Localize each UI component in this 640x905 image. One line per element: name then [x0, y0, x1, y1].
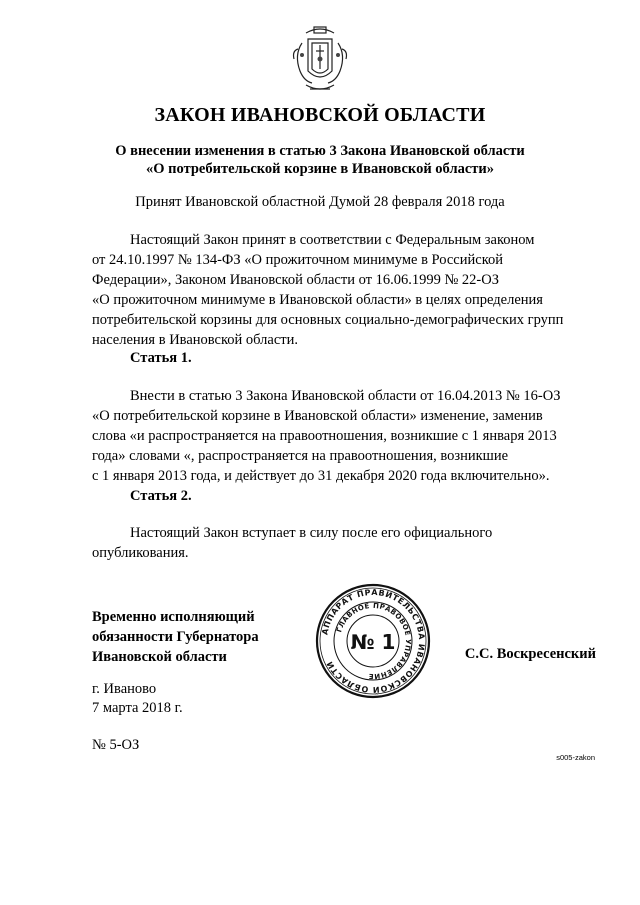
- law-title: ЗАКОН ИВАНОВСКОЙ ОБЛАСТИ: [154, 104, 486, 126]
- preamble-line: от 24.10.1997 № 134-ФЗ «О прожиточном минимуме в Российской: [92, 252, 504, 268]
- signatory-position: [92, 607, 259, 667]
- preamble-line: Федерации», Законом Ивановской области от 16.06.1999 № 22-ОЗ: [92, 272, 499, 288]
- seal-inner-text: ГЛАВНОЕ ПРАВОВОЕ УПРАВЛЕНИЕ: [335, 601, 413, 681]
- article-1-line: «О потребительской корзине в Ивановской области» изменение, заменив: [92, 408, 543, 424]
- preamble-line: потребительской корзины для основных социально-демографических групп: [92, 312, 564, 328]
- article-1-line: слова «и распространяется на правоотношения, возникшие с 1 января 2013: [92, 428, 557, 444]
- article-1-paragraph: [92, 386, 597, 486]
- law-subtitle-line-1: О внесении изменения в статью 3 Закона Ивановской области: [115, 143, 525, 159]
- preamble-line: «О прожиточном минимуме в Ивановской области» в целях определения: [92, 292, 543, 308]
- article-2-heading: Статья 2.: [130, 488, 192, 504]
- preamble-line: Настоящий Закон принят в соответствии с Федеральным законом: [130, 232, 535, 248]
- preamble-line: населения в Ивановской области.: [92, 332, 299, 348]
- article-1-line: года» словами «, распространяется на правоотношения, возникшие: [92, 448, 509, 464]
- adoption-statement: Принят Ивановской областной Думой 28 февраля 2018 года: [135, 194, 505, 210]
- document-code: s005-zakon: [556, 753, 595, 762]
- law-number: № 5-ОЗ: [92, 737, 140, 753]
- seal-number: № 1: [350, 630, 396, 654]
- signatory-position-line: обязанности Губернатора: [92, 629, 259, 645]
- preamble-paragraph: [92, 230, 597, 350]
- signatory-position-line: Временно исполняющий: [92, 609, 255, 625]
- seal-outer-text: АППАРАТ ПРАВИТЕЛЬСТВА ИВАНОВСКОЙ ОБЛАСТИ: [320, 587, 427, 695]
- article-2-paragraph: [92, 523, 597, 563]
- article-2-line: Настоящий Закон вступает в силу после его официального: [130, 525, 493, 541]
- signing-date: 7 марта 2018 г.: [92, 700, 183, 716]
- city: г. Иваново: [92, 681, 157, 697]
- law-subtitle-line-2: «О потребительской корзине в Ивановской области»: [146, 161, 494, 177]
- article-1-heading: Статья 1.: [130, 350, 192, 366]
- coat-of-arms-icon: [288, 25, 352, 97]
- article-2-line: опубликования.: [92, 545, 189, 561]
- article-1-line: Внести в статью 3 Закона Ивановской области от 16.04.2013 № 16-ОЗ: [130, 388, 561, 404]
- signatory-name: С.С. Воскресенский: [464, 646, 596, 662]
- signatory-position-line: Ивановской области: [92, 649, 227, 665]
- official-seal-icon: [314, 582, 432, 700]
- article-1-line: с 1 января 2013 года, и действует до 31 декабря 2020 года включительно».: [92, 468, 550, 484]
